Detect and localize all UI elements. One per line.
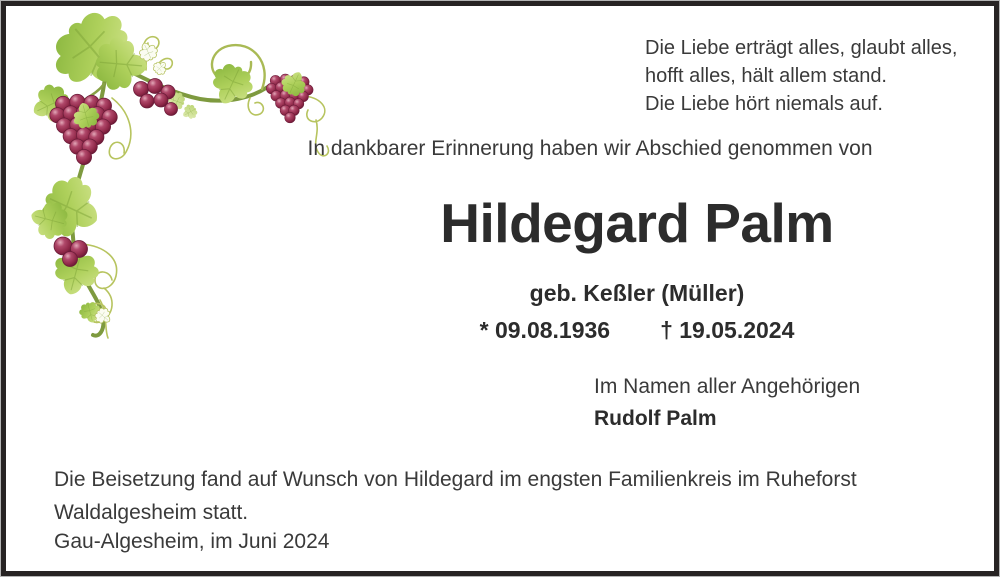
- vine-stems: [72, 45, 292, 336]
- quote-line-3: Die Liebe hört niemals auf.: [645, 93, 883, 115]
- vine-leaves: [26, 0, 259, 328]
- deceased-name: Hildegard Palm: [440, 192, 834, 254]
- birth-date: * 09.08.1936: [479, 317, 611, 343]
- grape-berry-cluster-top: [134, 79, 178, 116]
- on-behalf-line: Im Namen aller Angehörigen: [594, 375, 861, 398]
- death-date: † 19.05.2024: [660, 317, 795, 343]
- burial-info: [54, 464, 857, 529]
- intro-line: In dankbarer Erinnerung haben wir Abschied genommen von: [307, 137, 873, 160]
- mourner-name: Rudolf Palm: [594, 407, 717, 430]
- burial-info-line-1: Die Beisetzung fand auf Wunsch von Hildegard im engsten Familienkreis im Ruheforst: [54, 468, 857, 491]
- quote-line-2: hofft alles, hält allem stand.: [645, 65, 887, 87]
- life-dates: [274, 317, 1000, 344]
- burial-info-line-2: Waldalgesheim statt.: [54, 500, 249, 524]
- quote-line-1: Die Liebe erträgt alles, glaubt alles,: [645, 37, 958, 59]
- place-dateline: Gau-Algesheim, im Juni 2024: [54, 530, 330, 553]
- quote-block: [645, 34, 957, 118]
- maiden-name: geb. Keßler (Müller): [529, 280, 745, 306]
